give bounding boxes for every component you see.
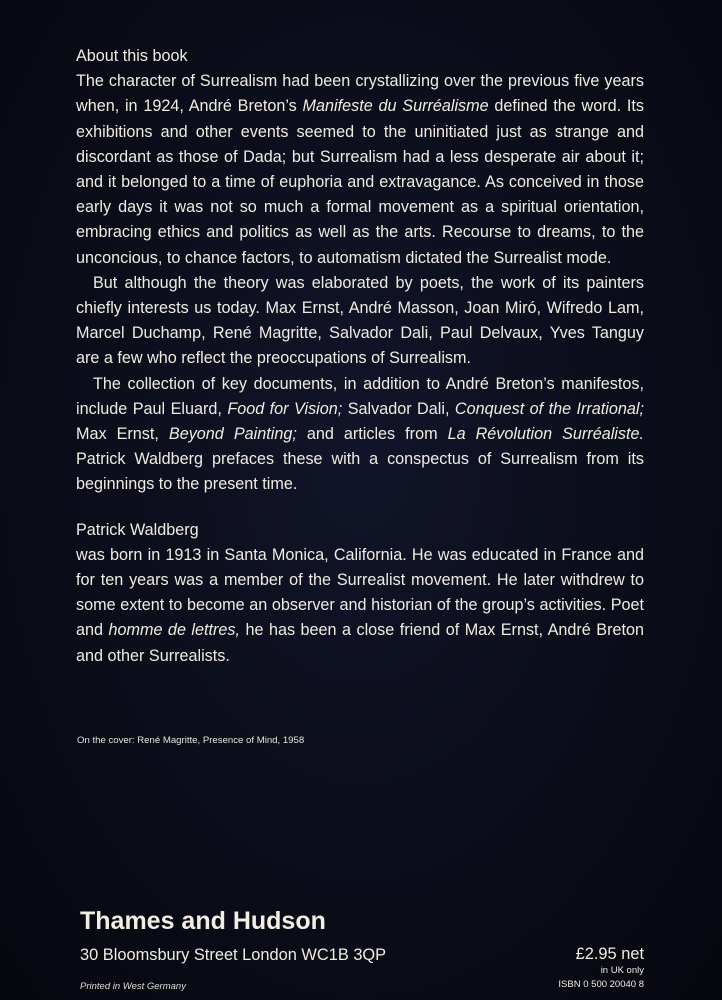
italic-title: Manifeste du Surréalisme: [302, 97, 489, 116]
about-heading: About this book: [76, 47, 188, 65]
italic-title: Conquest of the Irrational;: [454, 399, 644, 418]
italic-title: Food for Vision;: [227, 399, 343, 418]
section-gap: [76, 498, 644, 518]
book-description: [76, 44, 644, 669]
cover-credit: On the cover: René Magritte, Presence of Mind, 1958: [77, 735, 305, 746]
publisher-address: 30 Bloomsbury Street London WC1B 3QP: [80, 946, 387, 964]
italic-title: La Révolution Surréaliste.: [447, 425, 644, 444]
author-heading: Patrick Waldberg: [76, 520, 199, 539]
italic-title: homme de lettres,: [108, 621, 240, 640]
publisher-name: Thames and Hudson: [80, 907, 326, 935]
author-bio: was born in 1913 in Santa Monica, California. He was educated in France and for ten years was a member of the Surrealist movement. He later withdrew to some extent to become an observer and historian of the group’s activities. Poet and homme de lettres, he has been a close friend of Max Ernst, André Breton and other Surrealists.: [76, 545, 644, 665]
isbn: ISBN 0 500 20040 8: [558, 979, 644, 990]
price-block: [558, 944, 644, 992]
about-paragraph-1: The character of Surrealism had been crystallizing over the previous five years when, in 1924, André Breton’s Manifeste du Surréalisme defined the word. Its exhibitions and other events seemed to the uninitiated just as strange and discordant as those of Dada; but Surrealism had a less desperate air about it; and it belonged to a time of euphoria and extravagance. As conceived in those early days it was not so much a formal movement as a spiritual orientation, embracing ethics and politics as well as the arts. Recourse to dreams, to the unconcious, to chance factors, to automatism dictated the Surrealist mode.: [76, 72, 644, 267]
price: £2.95 net: [575, 945, 644, 963]
about-paragraph-3: The collection of key documents, in addition to André Breton’s manifestos, include Paul Eluard, Food for Vision; Salvador Dali, Conquest of the Irrational; Max Ernst, Beyond Painting; and articles from La Révolution Surréaliste. Patrick Waldberg prefaces these with a conspectus of Surrealism from its beginnings to the present time.: [76, 374, 644, 494]
price-note: in UK only: [600, 965, 644, 976]
about-paragraph-2: But although the theory was elaborated by poets, the work of its painters chiefly interests us today. Max Ernst, André Masson, Joan Miró, Wifredo Lam, Marcel Duchamp, René Magritte, Salvador Dali, Paul Delvaux, Yves Tanguy are a few who reflect the preoccupations of Surrealism.: [76, 273, 644, 368]
printed-in: Printed in West Germany: [80, 981, 186, 992]
italic-title: Beyond Painting;: [168, 425, 297, 444]
